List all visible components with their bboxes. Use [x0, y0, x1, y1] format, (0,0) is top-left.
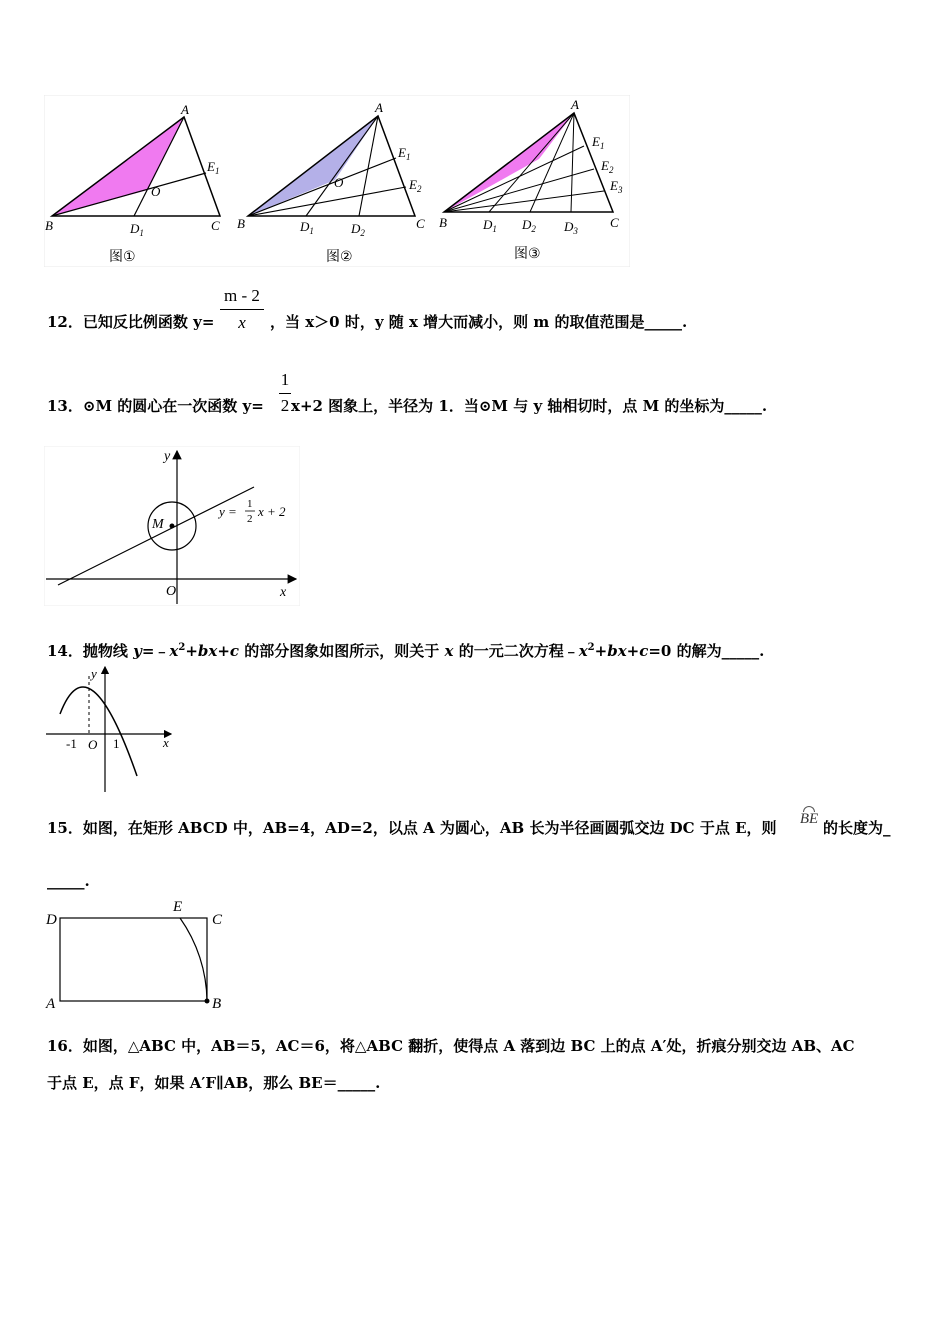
fig1-label-D1: $D_1$: [130, 221, 144, 238]
fig3-label-D3: $D_3$: [564, 219, 578, 236]
q14-label-x: x: [163, 735, 169, 750]
q15-rectangle-ABCD: [60, 918, 207, 1001]
q14-t4: x: [169, 642, 179, 660]
q15-point-B: [205, 999, 210, 1004]
fig2-label-B: B: [237, 216, 245, 231]
q15-label-A: A: [46, 996, 56, 1012]
q15-text-line2: _____.: [47, 872, 90, 890]
q13-text-pre: 13．⊙M 的圆心在一次函: [47, 397, 223, 415]
q13-point-M: [170, 524, 175, 529]
q14-t12: 的一元二次方程﹣: [453, 642, 579, 660]
q13-text-post: x+2 图象上，半径为 1．当⊙M 与 y 轴相切时，点 M 的坐标为_____.: [291, 397, 768, 415]
fig3-label-D1: $D_1$: [483, 217, 497, 234]
q12-text-pre: 12．已知反比例函数 y=: [47, 313, 215, 331]
fig1-label-E1: $E_1$: [207, 159, 220, 176]
q13-text-mid: 数 y=: [222, 397, 264, 415]
q12-fraction-denominator: x: [238, 313, 246, 332]
q13-label-y: y: [164, 449, 171, 464]
q14-label-O: O: [88, 737, 98, 752]
q15-label-D: D: [46, 912, 57, 928]
fig2-label-D1: $D_1$: [300, 219, 314, 236]
q15-figure: [44, 896, 230, 1014]
fig3-label-E1: $E_1$: [592, 134, 605, 151]
q13-fraction-denominator: 2: [280, 396, 290, 415]
q14-t1: 14．抛物线: [47, 642, 134, 660]
fig1-label-C: C: [211, 218, 220, 233]
q13-label-M: M: [152, 517, 164, 532]
figure-3: [439, 97, 623, 262]
q14-figure: [44, 664, 178, 794]
fig1-label-A: A: [181, 102, 189, 117]
fig3-label-C: C: [610, 215, 619, 230]
fig1-label-O: O: [151, 184, 161, 199]
fig2-caption: 图②: [326, 249, 353, 265]
figure-1: [45, 102, 220, 265]
q13-figure: [44, 446, 300, 606]
q14-t3: =﹣: [141, 642, 170, 660]
q15-arc-BE: [180, 918, 207, 1001]
fig3-line-A-D2: [530, 113, 574, 212]
fig3-line-A-D1: [489, 113, 574, 212]
q14-t10: 的部分图象如图所示，则关于: [239, 642, 445, 660]
q13-fraction-numerator: 1: [280, 370, 290, 389]
q15-text-line1-pre: 15．如图，在矩形 ABCD 中，AB=4，AD=2，以点 A 为圆心，AB 长为半径画圆弧交边 DC 于点 E，则: [47, 819, 777, 837]
q15-label-E: E: [173, 899, 183, 915]
q13-eq-den: 2: [247, 513, 253, 525]
fig2-label-E1: $E_1$: [398, 145, 411, 162]
fig3-caption: 图③: [514, 246, 541, 262]
q15-arc-notation: [796, 806, 822, 827]
fig2-label-D2: $D_2$: [351, 221, 365, 238]
q14-label-y: y: [91, 666, 97, 681]
q14-t6: +: [185, 642, 198, 660]
figure-2: [237, 100, 425, 265]
q12-fraction-numerator: m - 2: [224, 286, 260, 305]
q14-t8: +: [217, 642, 230, 660]
q14-t15: +: [594, 642, 608, 660]
fig3-label-D2: $D_2$: [522, 217, 536, 234]
q14-t14: 2: [587, 642, 595, 653]
q14-parabola: [60, 687, 137, 776]
q14-t19: =0 的解为_____.: [648, 642, 765, 660]
q15-text-line1-post: 的长度为_: [823, 819, 891, 837]
q14-t16: bx: [607, 642, 627, 660]
q14-t5: 2: [178, 642, 186, 653]
question-12: [47, 313, 214, 331]
fig3-label-E3: $E_3$: [610, 178, 623, 195]
triangle-figures: [44, 95, 630, 267]
question-15: [47, 819, 777, 837]
q14-t11: x: [444, 642, 454, 660]
q12-fraction-line: [220, 309, 264, 310]
question-13: [47, 397, 264, 415]
q13-eq-pre: y =: [219, 504, 237, 519]
q14-label-neg1: -1: [66, 736, 77, 751]
q14-t13: x: [578, 642, 588, 660]
fig2-label-E2: $E_2$: [409, 177, 422, 194]
fig3-line-B-E1: [444, 146, 584, 212]
q14-t18: c: [639, 642, 649, 660]
q14-t9: c: [229, 642, 240, 660]
fig3-label-E2: $E_2$: [601, 158, 614, 175]
q13-label-O: O: [166, 584, 177, 599]
fig3-label-A: A: [571, 97, 579, 112]
fig2-label-O: O: [334, 175, 344, 190]
fig1-label-B: B: [45, 218, 53, 233]
q15-label-B: B: [212, 996, 222, 1012]
q13-eq-num: 1: [247, 498, 253, 510]
fig1-caption: 图①: [109, 249, 136, 265]
q14-label-1: 1: [113, 736, 120, 751]
q14-t17: +: [626, 642, 640, 660]
q12-text-post: ，当 x＞0 时，y 随 x 增大而减小，则 m 的取值范围是_____.: [270, 313, 688, 331]
q13-eq-post: x + 2: [258, 504, 286, 519]
question-16-line1: 16．如图，△ABC 中，AB＝5，AC＝6，将△ABC 翻折，使得点 A 落到边 BC 上的点 A′处，折痕分别交边 AB、AC: [47, 1037, 855, 1055]
fig3-line-A-D3: [571, 113, 574, 212]
fig2-label-C: C: [416, 216, 425, 231]
q14-t2: y: [133, 642, 142, 660]
q14-t7: bx: [197, 642, 218, 660]
fig3-label-B: B: [439, 215, 447, 230]
q13-label-x: x: [280, 585, 287, 600]
question-16-line2: 于点 E，点 F，如果 A′F∥AB，那么 BE＝_____.: [47, 1074, 381, 1092]
q15-label-C: C: [212, 912, 223, 928]
q13-line-graph: [58, 487, 254, 585]
q15-arc-label: BE: [799, 811, 819, 827]
q13-fraction-line: [279, 393, 291, 394]
fig2-label-A: A: [375, 100, 383, 115]
question-14: [47, 639, 764, 660]
